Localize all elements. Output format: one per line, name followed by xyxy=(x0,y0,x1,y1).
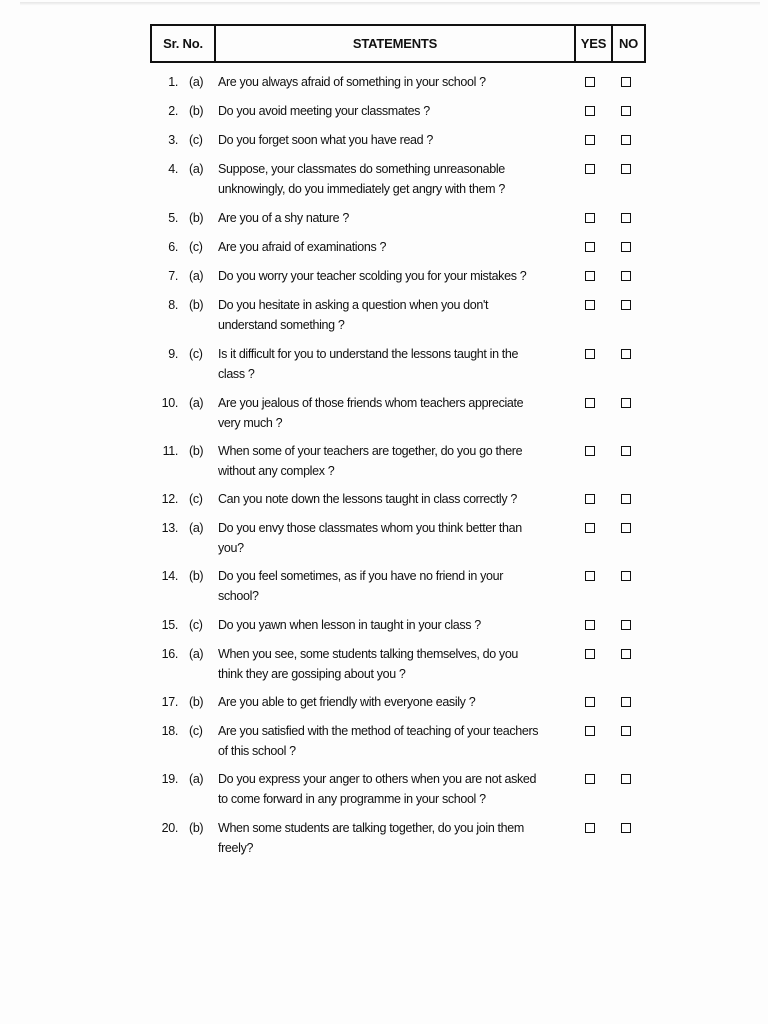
row-statement xyxy=(218,393,570,433)
row-number: 3. xyxy=(168,133,178,147)
statement-line-2: think they are gossiping about you ? xyxy=(218,667,406,681)
row-number: 1. xyxy=(168,75,178,89)
row-statement xyxy=(218,237,570,257)
no-checkbox[interactable] xyxy=(621,135,631,145)
statement-line-1: Do you hesitate in asking a question when you don't xyxy=(218,298,489,312)
row-number: 10. xyxy=(161,396,178,410)
yes-checkbox[interactable] xyxy=(585,271,595,281)
row-number: 13. xyxy=(161,521,178,535)
yes-checkbox[interactable] xyxy=(585,164,595,174)
yes-checkbox[interactable] xyxy=(585,571,595,581)
yes-checkbox[interactable] xyxy=(585,242,595,252)
yes-checkbox[interactable] xyxy=(585,697,595,707)
row-option-letter: (c) xyxy=(189,240,203,254)
row-statement xyxy=(218,295,570,335)
row-option-letter: (b) xyxy=(189,444,204,458)
statement-line-2: freely? xyxy=(218,841,254,855)
row-option-letter: (b) xyxy=(189,569,204,583)
header-no: NO xyxy=(618,36,639,51)
statement-line-1: Do you feel sometimes, as if you have no friend in your xyxy=(218,569,504,583)
statement-line-1: Can you note down the lessons taught in class correctly ? xyxy=(218,492,517,506)
statement-line-1: When some students are talking together, do you join them xyxy=(218,821,524,835)
statement-line-1: Is it difficult for you to understand the lessons taught in the xyxy=(218,347,519,361)
statement-line-2: without any complex ? xyxy=(218,464,335,478)
row-statement xyxy=(218,644,570,684)
no-checkbox[interactable] xyxy=(621,571,631,581)
yes-checkbox[interactable] xyxy=(585,446,595,456)
statement-line-1: Are you of a shy nature ? xyxy=(218,211,349,225)
row-number: 16. xyxy=(161,647,178,661)
row-number: 15. xyxy=(161,618,178,632)
header-statements: STATEMENTS xyxy=(216,26,576,61)
row-option-letter: (a) xyxy=(189,521,204,535)
row-statement xyxy=(218,441,570,481)
row-statement xyxy=(218,615,570,635)
yes-checkbox[interactable] xyxy=(585,135,595,145)
no-checkbox[interactable] xyxy=(621,77,631,87)
row-statement xyxy=(218,566,570,606)
row-statement xyxy=(218,818,570,858)
statement-line-2: to come forward in any programme in your school ? xyxy=(218,792,486,806)
yes-checkbox[interactable] xyxy=(585,106,595,116)
yes-checkbox[interactable] xyxy=(585,649,595,659)
row-option-letter: (a) xyxy=(189,75,204,89)
statement-line-2: unknowingly, do you immediately get angry with them ? xyxy=(218,182,505,196)
no-checkbox[interactable] xyxy=(621,726,631,736)
row-statement xyxy=(218,266,570,286)
row-option-letter: (a) xyxy=(189,162,204,176)
no-checkbox[interactable] xyxy=(621,271,631,281)
statement-line-1: Are you always afraid of something in your school ? xyxy=(218,75,486,89)
row-statement xyxy=(218,208,570,228)
row-number: 12. xyxy=(161,492,178,506)
statement-line-1: When you see, some students talking themselves, do you xyxy=(218,647,519,661)
yes-checkbox[interactable] xyxy=(585,77,595,87)
yes-checkbox[interactable] xyxy=(585,620,595,630)
row-option-letter: (c) xyxy=(189,724,203,738)
row-option-letter: (a) xyxy=(189,269,204,283)
yes-checkbox[interactable] xyxy=(585,523,595,533)
yes-checkbox[interactable] xyxy=(585,300,595,310)
row-statement xyxy=(218,101,570,121)
row-number: 6. xyxy=(168,240,178,254)
yes-checkbox[interactable] xyxy=(585,823,595,833)
statement-line-1: Are you jealous of those friends whom teachers appreciate xyxy=(218,396,524,410)
row-statement xyxy=(218,72,570,92)
no-checkbox[interactable] xyxy=(621,349,631,359)
table-header xyxy=(150,24,646,63)
statement-line-1: Do you yawn when lesson in taught in your class ? xyxy=(218,618,481,632)
statement-line-1: Do you forget soon what you have read ? xyxy=(218,133,433,147)
no-checkbox[interactable] xyxy=(621,774,631,784)
row-number: 2. xyxy=(168,104,178,118)
statement-line-1: Do you worry your teacher scolding you for your mistakes ? xyxy=(218,269,527,283)
header-yes: YES xyxy=(576,26,613,61)
statement-line-1: Are you able to get friendly with everyone easily ? xyxy=(218,695,476,709)
row-option-letter: (a) xyxy=(189,396,204,410)
no-checkbox[interactable] xyxy=(621,446,631,456)
statement-line-2: school? xyxy=(218,589,259,603)
no-checkbox[interactable] xyxy=(621,164,631,174)
row-statement xyxy=(218,721,570,761)
header-sr-no: Sr. No. xyxy=(152,26,216,61)
no-checkbox[interactable] xyxy=(621,300,631,310)
row-statement xyxy=(218,344,570,384)
no-checkbox[interactable] xyxy=(621,523,631,533)
row-number: 14. xyxy=(161,569,178,583)
no-checkbox[interactable] xyxy=(621,649,631,659)
row-option-letter: (b) xyxy=(189,695,204,709)
row-option-letter: (c) xyxy=(189,618,203,632)
row-statement xyxy=(218,518,570,558)
row-option-letter: (c) xyxy=(189,133,203,147)
row-statement xyxy=(218,769,570,809)
row-number: 17. xyxy=(161,695,178,709)
statement-line-2: very much ? xyxy=(218,416,283,430)
row-statement xyxy=(218,159,570,199)
row-number: 11. xyxy=(162,444,178,458)
yes-checkbox[interactable] xyxy=(585,213,595,223)
row-statement xyxy=(218,130,570,150)
statement-line-1: Are you afraid of examinations ? xyxy=(218,240,387,254)
row-number: 8. xyxy=(168,298,178,312)
row-option-letter: (b) xyxy=(189,298,204,312)
no-checkbox[interactable] xyxy=(621,398,631,408)
row-option-letter: (c) xyxy=(189,347,203,361)
row-option-letter: (a) xyxy=(189,647,204,661)
yes-checkbox[interactable] xyxy=(585,349,595,359)
no-checkbox[interactable] xyxy=(621,213,631,223)
row-statement xyxy=(218,692,570,712)
row-number: 20. xyxy=(161,821,178,835)
row-number: 19. xyxy=(161,772,178,786)
statement-line-2: of this school ? xyxy=(218,744,296,758)
no-checkbox[interactable] xyxy=(621,494,631,504)
no-checkbox[interactable] xyxy=(621,697,631,707)
statement-line-1: When some of your teachers are together, do you go there xyxy=(218,444,523,458)
statement-line-1: Do you avoid meeting your classmates ? xyxy=(218,104,430,118)
no-checkbox[interactable] xyxy=(621,823,631,833)
statement-line-1: Are you satisfied with the method of teaching of your teachers xyxy=(218,724,539,738)
row-number: 4. xyxy=(168,162,178,176)
yes-checkbox[interactable] xyxy=(585,726,595,736)
row-option-letter: (b) xyxy=(189,211,204,225)
row-option-letter: (b) xyxy=(189,104,204,118)
statement-line-1: Do you envy those classmates whom you think better than xyxy=(218,521,522,535)
statement-line-2: you? xyxy=(218,541,244,555)
row-number: 18. xyxy=(161,724,178,738)
row-number: 7. xyxy=(168,269,178,283)
no-checkbox[interactable] xyxy=(621,620,631,630)
no-checkbox[interactable] xyxy=(621,106,631,116)
row-number: 9. xyxy=(168,347,178,361)
no-checkbox[interactable] xyxy=(621,242,631,252)
statement-line-2: class ? xyxy=(218,367,255,381)
statement-line-2: understand something ? xyxy=(218,318,345,332)
scan-top-edge xyxy=(20,2,760,6)
statement-line-1: Suppose, your classmates do something unreasonable xyxy=(218,162,505,176)
yes-checkbox[interactable] xyxy=(585,398,595,408)
row-option-letter: (b) xyxy=(189,821,204,835)
row-statement xyxy=(218,489,570,509)
yes-checkbox[interactable] xyxy=(585,494,595,504)
yes-checkbox[interactable] xyxy=(585,774,595,784)
row-option-letter: (a) xyxy=(189,772,204,786)
statement-line-1: Do you express your anger to others when you are not asked xyxy=(218,772,537,786)
row-number: 5. xyxy=(168,211,178,225)
row-option-letter: (c) xyxy=(189,492,203,506)
